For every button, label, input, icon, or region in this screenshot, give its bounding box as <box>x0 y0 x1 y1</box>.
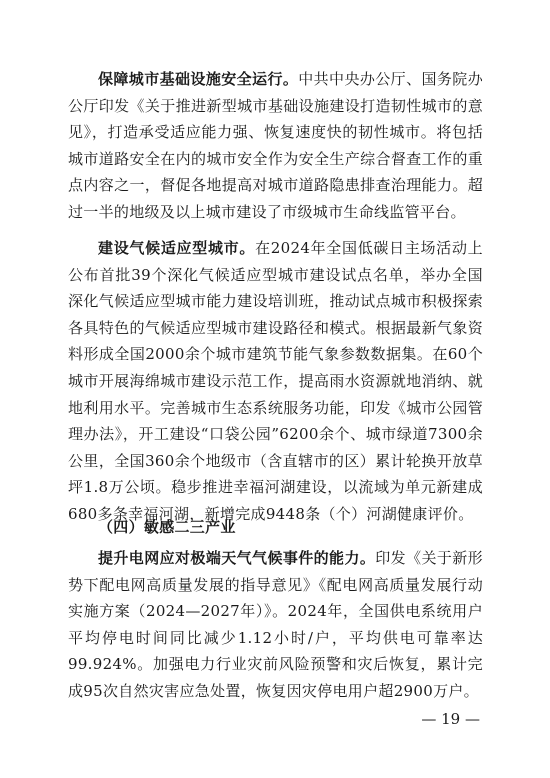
paragraph-body: 在2024年全国低碳日主场活动上公布首批39个深化气候适应型城市建设试点名单，举办全国深化气候适应型城市能力建设培训班，推动试点城市积极探索各具特色的气候适应型城市建设路径和模式。根据最新气象资料形成全国2000余个城市建筑节能气象参数数据集。在60个城市开展海绵城市建设示范工作，提高雨水资源就地消纳、就地利用水平。完善城市生态系统服务功能，印发《城市公园管理办法》，开工建设“口袋公园”6200余个、城市绿道7300余公里，全国360余个地级市（含直辖市的区）累计轮换开放草坪1.8万公顷。稳步推进幸福河湖建设，以流域为单元新建成680多条幸福河湖，新增完成9448条（个）河湖健康评价。 <box>68 239 483 523</box>
section-heading: （四）敏感二三产业 <box>98 518 236 536</box>
paragraph-body: 中共中央办公厅、国务院办公厅印发《关于推进新型城市基础设施建设打造韧性城市的意见》，打造承受适应能力强、恢复速度快的韧性城市。将包括城市道路安全在内的城市安全作为安全生产综合督查工作的重点内容之一，督促各地提高对城市道路隐患排查治理能力。超过一半的地级及以上城市建设了市级城市生命线监管平台。 <box>68 70 483 221</box>
paragraph-climate-adaptive-cities <box>68 235 483 528</box>
paragraph-lead: 建设气候适应型城市。 <box>98 239 256 257</box>
paragraph-power-grid-resilience <box>68 545 483 705</box>
paragraph-lead: 保障城市基础设施安全运行。 <box>98 70 299 88</box>
paragraph-body: 印发《关于新形势下配电网高质量发展的指导意见》《配电网高质量发展行动实施方案（2024—2027年）》。2024年，全国供电系统用户平均停电时间同比减少1.12小时/户，平均供电可靠率达99.924%。加强电力行业灾前风险预警和灾后恢复，累计完成95次自然灾害应急处置，恢复因灾停电用户超2900万户。 <box>68 549 483 700</box>
paragraph-lead: 提升电网应对极端天气气候事件的能力。 <box>98 549 376 567</box>
paragraph-urban-infrastructure-safety <box>68 66 483 226</box>
page-number: — 19 — <box>421 710 480 728</box>
